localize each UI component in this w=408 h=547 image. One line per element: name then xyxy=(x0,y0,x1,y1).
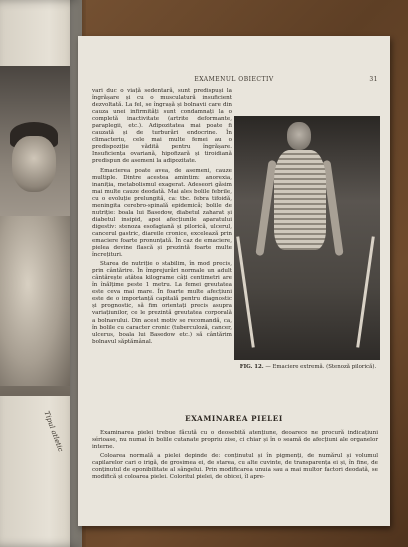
portrait-torso xyxy=(0,216,70,386)
figure-head xyxy=(287,122,311,150)
column-paragraph: Emacierea poate avea, de asemeni, cauze multiple. Dintre acestea amintim: anorexia, inaniția, metabolismul exagerat. Adeseori găsim mai multe cauze deodată. Mai ales bolile febrile, cu o evoluție prelungită, ca: tbc. febra tifoidă, meningita cerebro-spinală epidemică; bolile de nutriție: boala lui Basedow, diabetul zaharat și diabetul insipid, apoi afecțiunile aparatului digestiv: stenoza esofagiană și pilorică, ulcerul, cancerul gastric, diareile cronice, excelează prin emaciere foarte pronunțată. În caz de emaciere, pielea devine flască și prezintă foarte multe încrețituri. xyxy=(92,167,232,259)
figure-caption xyxy=(238,364,378,371)
figure-caption-text: — Emaciere extremă. (Stenoză pilorică). xyxy=(265,364,377,370)
section-body-text xyxy=(92,430,378,483)
figure-number: FIG. 12. xyxy=(239,364,264,370)
emaciated-man-photo xyxy=(234,116,380,360)
athletic-portrait-photo xyxy=(0,66,70,396)
left-page-caption: Tipul atletic xyxy=(42,410,65,453)
section-heading: EXAMINAREA PIELEI xyxy=(185,414,283,423)
figure-legs xyxy=(282,250,318,350)
section-paragraph: Examinarea pielei trebue făcută cu o deosebită atențiune, deoarece ne procură indicațiuni sérioase, nu numai în bolile cutanate propriu zise, ci chiar și în o seamă de afecțiuni ale organelor interne. xyxy=(92,430,378,451)
column-paragraph: Starea de nutriție o stabilim, în mod precis, prin cântărire. În împrejurări normale un adult cântărește atâtea kilograme câți centimetri are în înălțime peste 1 metru. La femei greutatea este ceva mai mare. În foarte multe afecțiuni este de o importanță capitală pentru diagnostic și prognostic, să fim orientați precis asupra variațiunilor, ce le prezintă greutatea corporală a bolnavului. Din acest motiv se recomandă, ca, în bolile cu caracter cronic (tuberculoză, cancer, ulcerus, boala lui Basedow etc.) să cântărim bolnavul săptămânal. xyxy=(92,261,232,345)
section-paragraph: Coloarea normală a pielei depinde de: conținutul și în pigmenți, de numărul și volumul capilarelor cari o irigă, de grosimea ei, de starea, cu alte cuvinte, de transparența ei și, în fine, de conținutul de eponibilitate al sângelui. Prin modificarea unuia sau a mai multor factori deodată, se modifică și coloarea pielei. Coloritul pielei, de obicei, îl apre- xyxy=(92,453,378,481)
running-title: EXAMENUL OBIECTIV xyxy=(194,76,274,83)
figure-body xyxy=(274,150,326,250)
walking-stick xyxy=(356,236,375,347)
column-paragraph: vari duc o viață sedentară, sunt predispuși la îngrășare și cu o musculatură insuficient dezvoltată. La fel, se îngrașă și bolnavii care din cauza unei infirmități sunt condamnați la o completă inactivitate (artrite deformante, paraplegii, etc.). Adipozitatea mai poate fi cauzată și de turburări endocrine. În climacteriu, cele mai multe femei au o predispoziție vădită pentru îngrășare. Insuficiența ovariană, hipofizară și tiroidiană predispun de asemeni la adipozitate. xyxy=(92,88,232,165)
portrait-face xyxy=(12,136,56,192)
page-number: 31 xyxy=(369,76,378,83)
right-page xyxy=(78,36,390,526)
walking-stick xyxy=(236,236,255,347)
page-header xyxy=(78,76,390,88)
left-column-text xyxy=(92,88,232,348)
